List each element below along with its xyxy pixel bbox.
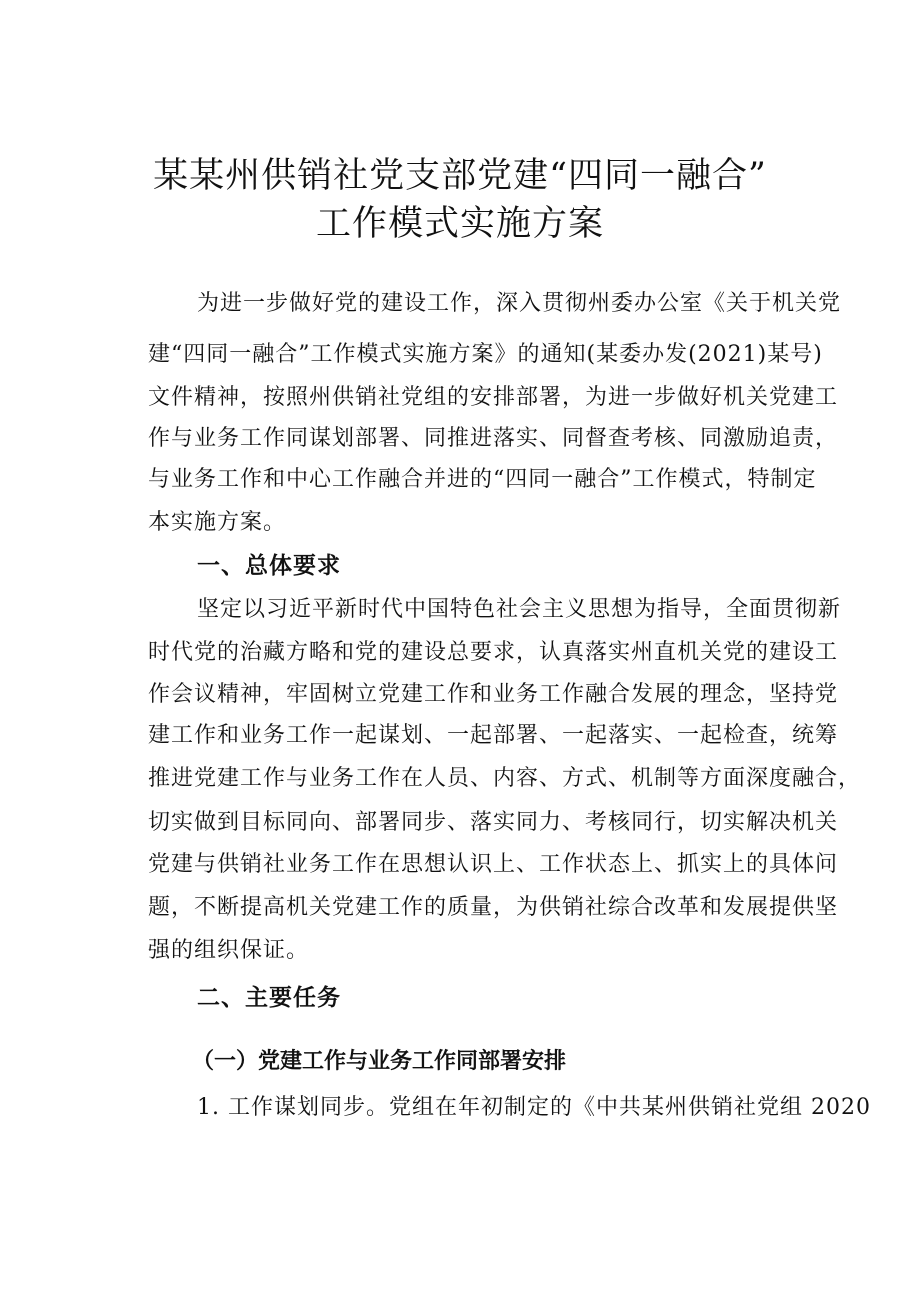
section1-paragraph-line: 推进党建工作与业务工作在人员、内容、方式、机制等方面深度融合， bbox=[148, 766, 862, 791]
section1-paragraph-line: 坚定以习近平新时代中国特色社会主义思想为指导，全面贯彻新 bbox=[197, 597, 842, 622]
intro-paragraph-line: 与业务工作和中心工作融合并进的“四同一融合”工作模式，特制定 bbox=[148, 467, 817, 492]
intro-paragraph-line: 为进一步做好党的建设工作，深入贯彻州委办公室《关于机关党 bbox=[197, 291, 842, 316]
section1-paragraph-line: 时代党的治藏方略和党的建设总要求，认真落实州直机关党的建设工 bbox=[148, 640, 839, 665]
section1-paragraph-line: 切实做到目标同向、部署同步、落实同力、考核同行，切实解决机关 bbox=[148, 810, 839, 835]
intro-paragraph-line: 建“四同一融合”工作模式实施方案》的通知(某委办发(2021)某号) bbox=[148, 342, 823, 367]
section-heading-main-tasks: 二、主要任务 bbox=[197, 985, 341, 1011]
intro-paragraph-line: 作与业务工作同谋划部署、同推进落实、同督查考核、同激励追责， bbox=[148, 426, 839, 451]
item-paragraph-line: 1. 工作谋划同步。党组在年初制定的《中共某州供销社党组 2020 bbox=[197, 1095, 871, 1120]
section1-paragraph-line: 建工作和业务工作一起谋划、一起部署、一起落实、一起检查，统筹 bbox=[148, 723, 839, 748]
section1-paragraph-line: 作会议精神，牢固树立党建工作和业务工作融合发展的理念，坚持党 bbox=[148, 682, 839, 707]
document-title-line-1: 某某州供销社党支部党建“四同一融合” bbox=[153, 156, 767, 196]
document-title-line-2: 工作模式实施方案 bbox=[315, 204, 604, 244]
section1-paragraph-line: 强的组织保证。 bbox=[148, 938, 310, 963]
section-heading-overall-requirements: 一、总体要求 bbox=[197, 553, 341, 579]
intro-paragraph-line: 文件精神，按照州供销社党组的安排部署，为进一步做好机关党建工 bbox=[148, 385, 839, 410]
section1-paragraph-line: 题，不断提高机关党建工作的质量，为供销社综合改革和发展提供坚 bbox=[148, 895, 839, 920]
section1-paragraph-line: 党建与供销社业务工作在思想认识上、工作状态上、抓实上的具体问 bbox=[148, 852, 839, 877]
intro-paragraph-line: 本实施方案。 bbox=[148, 510, 287, 535]
subsection-heading: （一）党建工作与业务工作同部署安排 bbox=[192, 1048, 567, 1074]
